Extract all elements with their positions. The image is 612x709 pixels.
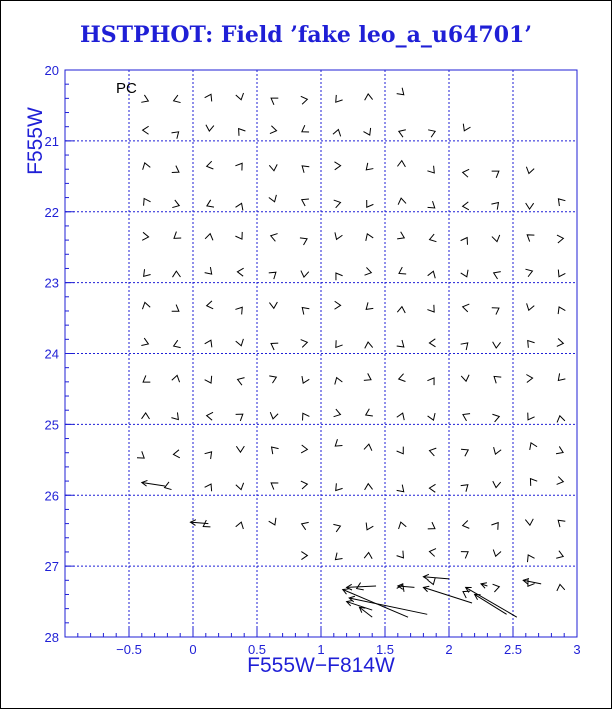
data-point — [333, 128, 342, 136]
data-point — [556, 446, 565, 456]
data-point — [398, 374, 406, 383]
data-point — [333, 95, 343, 105]
data-point — [172, 95, 180, 105]
y-tick-label: 21 — [44, 133, 59, 149]
data-point — [364, 302, 374, 312]
data-point — [492, 447, 502, 455]
data-point — [397, 267, 406, 277]
data-point — [491, 520, 501, 530]
offset-vector — [359, 607, 372, 617]
data-point — [141, 162, 150, 170]
data-point — [236, 202, 246, 211]
data-point — [269, 340, 278, 350]
data-point — [492, 549, 501, 557]
data-point — [236, 446, 244, 452]
offset-vector — [475, 594, 507, 614]
data-point — [525, 519, 534, 526]
data-point — [397, 128, 405, 138]
data-point — [525, 338, 535, 348]
y-tick-label: 25 — [44, 417, 59, 433]
data-point — [235, 305, 245, 315]
data-point — [365, 267, 373, 276]
data-point — [141, 95, 150, 105]
data-point — [270, 232, 278, 241]
data-point — [492, 373, 502, 383]
y-tick-label: 22 — [44, 204, 59, 220]
data-point — [301, 338, 308, 347]
x-axis-label: F555W−F814W — [247, 654, 395, 677]
data-point — [428, 522, 437, 532]
data-point — [427, 376, 437, 385]
data-point — [527, 441, 537, 450]
data-point — [429, 447, 437, 456]
data-point — [236, 93, 245, 101]
data-point — [397, 197, 406, 204]
data-point — [492, 413, 500, 422]
data-point — [428, 413, 438, 421]
data-point — [363, 163, 373, 173]
data-point — [205, 449, 215, 459]
data-point — [172, 374, 181, 382]
data-point — [205, 267, 215, 277]
data-point — [205, 200, 214, 210]
data-point — [206, 412, 213, 421]
y-tick-label: 28 — [44, 630, 59, 645]
data-point — [300, 163, 310, 173]
offset-vector — [481, 583, 487, 588]
data-point — [397, 521, 406, 529]
data-point — [492, 269, 501, 279]
data-point — [236, 339, 245, 347]
y-tick-label: 24 — [44, 346, 59, 362]
data-point — [493, 583, 501, 592]
data-point — [462, 303, 469, 312]
data-point — [525, 553, 535, 562]
data-point — [557, 234, 564, 243]
data-point — [429, 484, 435, 492]
data-point — [300, 196, 309, 206]
data-point — [397, 412, 407, 421]
data-point — [397, 160, 405, 166]
data-point — [461, 375, 470, 382]
vector-shaft — [347, 586, 376, 587]
data-point — [235, 161, 245, 171]
data-point — [363, 200, 373, 209]
data-point — [205, 376, 215, 385]
data-point — [492, 235, 501, 242]
data-point — [300, 271, 309, 278]
data-point — [364, 444, 373, 451]
y-tick-label: 20 — [44, 63, 59, 78]
data-point — [206, 161, 214, 170]
x-tick-label: 1 — [317, 642, 325, 657]
data-point — [461, 411, 470, 421]
data-point — [555, 373, 565, 383]
data-point — [397, 551, 407, 561]
offset-vector — [142, 480, 165, 486]
data-point — [236, 411, 246, 421]
data-point — [333, 439, 343, 449]
data-point — [525, 413, 535, 422]
data-point — [525, 303, 534, 311]
vector-shaft — [466, 587, 517, 617]
offset-vector — [423, 574, 449, 580]
data-point — [333, 553, 343, 563]
tick-labels-layer — [45, 63, 581, 657]
data-point — [491, 200, 501, 210]
data-point — [428, 578, 437, 586]
data-point — [300, 235, 309, 245]
chart-title: HSTPHOT: Field ’fake leo_a_u64701’ — [79, 22, 533, 48]
data-point — [333, 522, 341, 532]
data-point — [205, 338, 215, 347]
offset-vector — [398, 584, 415, 590]
data-point — [300, 520, 309, 530]
data-point — [492, 168, 501, 178]
x-tick-label: 1.5 — [375, 642, 395, 657]
data-point — [333, 232, 343, 240]
data-point — [141, 301, 150, 309]
data-point — [525, 232, 535, 242]
data-point — [163, 482, 171, 491]
data-point — [364, 232, 374, 241]
data-point — [461, 340, 471, 350]
data-point — [141, 269, 151, 279]
data-point — [555, 196, 565, 206]
data-point — [206, 301, 213, 310]
pc-annotation: PC — [116, 80, 137, 97]
data-point — [555, 305, 565, 314]
data-point — [172, 271, 180, 277]
data-point — [556, 415, 565, 422]
data-point — [429, 339, 435, 347]
data-point — [142, 413, 150, 419]
data-point — [461, 548, 470, 558]
offset-vector — [523, 578, 541, 584]
data-point — [201, 520, 210, 530]
data-point — [269, 518, 279, 527]
data-point — [269, 373, 278, 383]
data-point — [397, 485, 407, 495]
data-point — [299, 411, 309, 420]
data-point — [236, 483, 245, 491]
data-point — [141, 338, 149, 348]
data-point — [492, 305, 501, 315]
x-tick-label: −0.5 — [116, 642, 142, 657]
x-tick-label: 0.5 — [247, 642, 267, 657]
data-point — [492, 481, 501, 488]
data-point — [363, 128, 373, 137]
data-point — [556, 584, 565, 591]
data-point — [428, 270, 437, 278]
data-point — [364, 373, 373, 383]
data-point — [300, 125, 309, 135]
data-point — [335, 301, 341, 309]
y-tick-label: 26 — [44, 488, 59, 504]
data-point — [269, 195, 279, 203]
data-point — [526, 203, 534, 209]
data-point — [462, 202, 469, 210]
data-point — [427, 305, 437, 315]
data-point — [301, 445, 308, 453]
data-point — [397, 306, 406, 313]
data-point — [333, 340, 343, 350]
offset-vector — [466, 587, 517, 617]
data-point — [235, 126, 245, 136]
data-point — [141, 375, 150, 385]
data-point — [428, 234, 436, 243]
data-point — [269, 269, 279, 279]
data-point — [492, 342, 500, 349]
data-point — [364, 342, 373, 349]
data-point — [397, 232, 406, 242]
data-point — [237, 268, 243, 276]
data-point — [141, 197, 151, 206]
data-point — [205, 233, 214, 240]
data-point — [172, 200, 180, 209]
data-point — [461, 235, 471, 244]
data-point — [301, 480, 308, 489]
x-tick-label: 0 — [189, 642, 197, 657]
data-point — [364, 409, 373, 419]
data-point — [525, 167, 534, 175]
data-point — [269, 480, 278, 490]
data-point — [143, 126, 149, 134]
data-point — [269, 302, 277, 309]
data-point — [171, 129, 181, 139]
data-point — [172, 340, 180, 350]
vector-shaft — [423, 577, 449, 579]
data-point — [172, 232, 182, 242]
data-point — [269, 412, 278, 419]
data-point — [428, 128, 437, 138]
data-point — [301, 551, 307, 559]
data-point — [333, 483, 343, 493]
data-point — [171, 412, 181, 422]
y-tick-label: 27 — [44, 559, 59, 575]
data-point — [299, 305, 309, 315]
data-point — [428, 201, 438, 211]
data-point — [205, 125, 214, 132]
data-point — [172, 305, 181, 315]
data-point — [172, 166, 181, 176]
data-point — [334, 162, 340, 170]
data-point — [462, 168, 469, 177]
data-point — [363, 523, 373, 532]
data-point — [301, 95, 308, 104]
data-point — [427, 166, 437, 176]
data-point — [205, 482, 215, 491]
data-point — [364, 552, 372, 559]
data-point — [397, 447, 407, 456]
data-point — [269, 95, 278, 105]
y-axis-label: F555W — [24, 107, 47, 175]
data-point — [334, 199, 342, 208]
data-point — [236, 521, 245, 529]
data-point — [461, 482, 471, 492]
points-layer — [137, 88, 565, 598]
data-point — [269, 164, 278, 171]
data-point — [461, 446, 470, 456]
data-point — [236, 376, 244, 386]
x-tick-label: 2.5 — [503, 642, 523, 657]
x-tick-label: 2 — [445, 642, 453, 657]
data-point — [364, 483, 372, 489]
data-point — [235, 232, 245, 241]
vector-shaft — [475, 594, 507, 614]
data-point — [333, 271, 343, 280]
data-point — [555, 517, 565, 527]
data-point — [270, 126, 277, 135]
data-point — [429, 548, 436, 557]
data-point — [205, 92, 215, 101]
data-point — [525, 267, 533, 277]
data-point — [461, 124, 471, 133]
data-point — [137, 451, 147, 461]
data-point — [555, 270, 565, 279]
data-point — [557, 477, 565, 486]
data-point — [461, 270, 471, 279]
data-point — [333, 376, 342, 384]
data-point — [364, 94, 372, 101]
data-point — [557, 338, 564, 347]
data-point — [300, 376, 310, 385]
data-point — [527, 476, 537, 486]
data-point — [462, 521, 469, 530]
arrows-layer — [142, 480, 541, 617]
data-point — [173, 450, 180, 459]
data-point — [334, 409, 342, 418]
x-tick-label: 3 — [573, 642, 581, 657]
data-point — [526, 374, 532, 382]
y-tick-label: 23 — [44, 275, 59, 291]
data-point — [269, 444, 279, 454]
data-point — [556, 551, 564, 561]
data-point — [397, 88, 407, 98]
data-point — [397, 340, 407, 350]
data-point — [142, 232, 149, 241]
